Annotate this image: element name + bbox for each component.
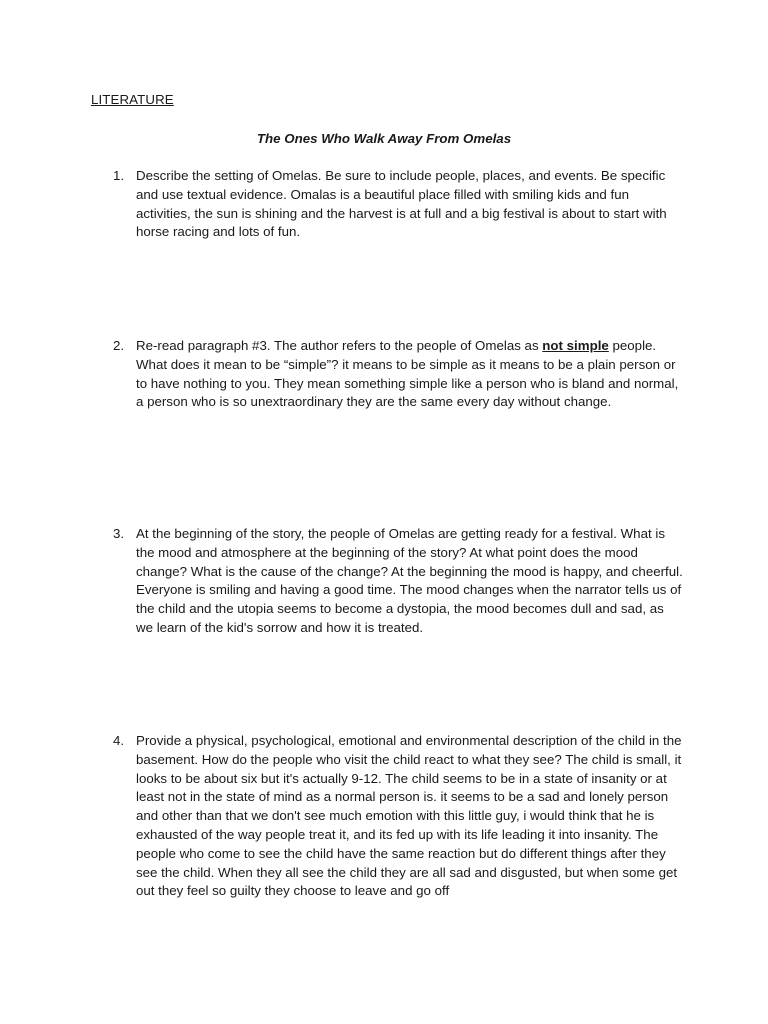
question-number: 1. [113, 168, 125, 183]
question-text: At the beginning of the story, the people of Omelas are getting ready for a festival. What is the mood and atmosphere at the beginning of the story? At what point does the mood change? What is the cause of the change? At the beginning the mood is happy, and cheerful. Everyone is smiling and having a good time. The mood changes when the narrator tells us of the child and the utopia seems to become a dystopia, the mood becomes dull and sad, as we learn of the kid's sorrow and how it is treated. [136, 526, 683, 635]
question-text: Provide a physical, psychological, emotional and environmental description of the child in the basement. How do the people who visit the child react to what they see? The child is small, it looks to be about six but it's actually 9-12. The child seems to be in a state of insanity or at least not in the state of mind as a normal person is. it seems to be a sad and lonely person and other than that we don't see much emotion with this little guy, i would think that he is exhausted of the way people treat it, and its fed up with its life leading it into insanity. The people who come to see the child have the same reaction but do different things after they see the child. When they all see the child they are all sad and disgusted, but when some get out they feel so guilty they choose to leave and go off [136, 733, 682, 899]
question-text-part: people. What does it mean to be “simple”? it means to be simple as it means to be a plain person or to have nothing to you. They mean something simple like a person who is bland and normal, a person who is so unextraordinary they are the same every day without change. [136, 338, 679, 410]
question-number: 4. [113, 733, 125, 748]
emphasized-phrase: not simple [542, 338, 609, 353]
question-item [113, 525, 683, 638]
question-text [136, 337, 683, 412]
question-number: 2. [113, 338, 125, 353]
question-number: 3. [113, 526, 125, 541]
question-text-part: Re-read paragraph #3. The author refers to the people of Omelas as [136, 338, 543, 353]
question-item [113, 167, 683, 242]
question-item [113, 732, 683, 901]
section-heading: LITERATURE [91, 92, 174, 107]
document-title: The Ones Who Walk Away From Omelas [256, 131, 512, 146]
question-item [113, 337, 683, 412]
question-text: Describe the setting of Omelas. Be sure to include people, places, and events. Be specific and use textual evidence. Omalas is a beautiful place filled with smiling kids and fun activities, the sun is shining and the harvest is at full and a big festival is about to start with horse racing and lots of fun. [136, 168, 667, 240]
